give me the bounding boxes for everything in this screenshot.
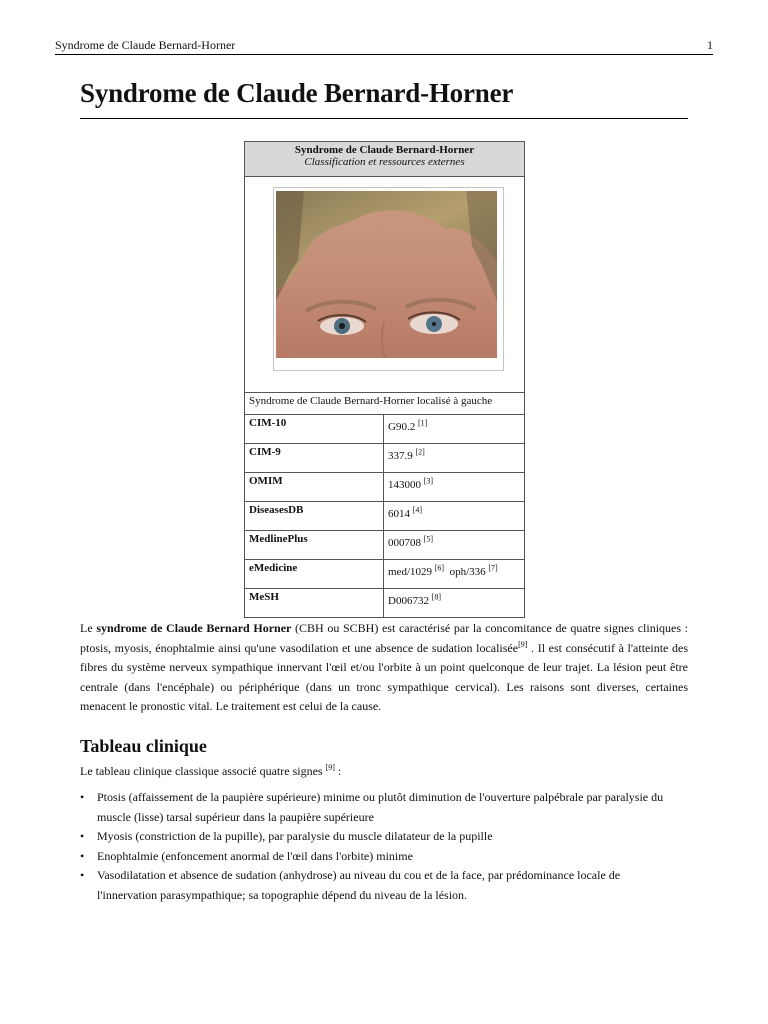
infobox-row <box>245 560 524 589</box>
infobox-value-link[interactable]: D006732 <box>388 595 429 607</box>
citation-ref[interactable]: [9] <box>325 763 335 772</box>
list-item-text: Ptosis (affaissement de la paupière supérieure) minime ou plutôt diminution de l'ouverture palpébrale par paralysie du muscle (lisse) tarsal supérieur dans la paupière supérieure <box>97 790 664 824</box>
intro-bold-term: syndrome de Claude Bernard Horner <box>96 621 292 635</box>
infobox-key: eMedicine <box>245 560 384 588</box>
intro-text-continued: . Il est consécutif à l'atteinte des fibres du système nerveux sympathique innervant l'œil et/ou l'orbite à un point quelconque de leur trajet. La lésion peut être centrale (dans l'encéphale) ou périphérique (dans un tronc sympathique cervical). Les raisons sont diverses, certaines menacent le pronostic vital. Le traitement est celui de la cause. <box>80 640 688 714</box>
infobox-value-link[interactable]: 143000 <box>388 479 421 491</box>
section-lead-end: : <box>334 764 342 778</box>
list-item <box>80 788 680 827</box>
list-item-text: Enophtalmie (enfoncement anormal de l'œil dans l'orbite) minime <box>97 848 413 863</box>
citation-ref[interactable]: [4] <box>412 505 423 515</box>
citation-ref[interactable]: [3] <box>423 476 434 486</box>
bullet-icon: • <box>80 848 85 863</box>
infobox-value <box>384 589 524 617</box>
citation-ref[interactable]: [2] <box>415 447 425 457</box>
infobox-subtitle: Classification et ressources externes <box>304 156 465 168</box>
infobox-value <box>384 502 524 530</box>
infobox-value-link[interactable]: oph/336 <box>449 566 486 578</box>
list-item <box>80 847 680 867</box>
intro-paragraph <box>80 619 688 717</box>
infobox-row <box>245 589 524 617</box>
infobox-value <box>384 531 524 559</box>
list-item-text: Vasodilatation et absence de sudation (anhydrose) au niveau du cou et de la face, par prédominance locale de l'innervation parasympathique; sa topographie dépend du niveau de la lésion. <box>97 868 621 902</box>
infobox-key: DiseasesDB <box>245 502 384 530</box>
running-header-title: Syndrome de Claude Bernard-Horner <box>55 38 236 52</box>
symptom-list <box>80 788 680 905</box>
infobox-value <box>384 415 524 443</box>
infobox-value <box>384 444 524 472</box>
infobox-row <box>245 531 524 560</box>
infobox-caption: Syndrome de Claude Bernard-Horner localisé à gauche <box>245 393 524 415</box>
infobox-value-link[interactable]: 6014 <box>388 508 410 520</box>
bullet-icon: • <box>80 868 85 882</box>
list-item <box>80 827 680 847</box>
infobox <box>244 141 525 618</box>
infobox-value-link[interactable]: 000708 <box>388 537 421 549</box>
list-item-text: Myosis (constriction de la pupille), par paralysie du muscle dilatateur de la pupille <box>97 829 493 843</box>
infobox-value-link[interactable]: G90.2 <box>388 421 416 433</box>
intro-text: (CBH ou SCBH) est caractérisé par la concomitance de quatre signes cliniques : ptosis, myosis, énophtalmie ainsi qu'une vasodilation et une absence de sudation localisée <box>80 621 689 655</box>
infobox-image-cell <box>245 177 524 393</box>
infobox-key: OMIM <box>245 473 384 501</box>
face-photo <box>276 191 497 358</box>
infobox-value-link[interactable]: med/1029 <box>388 566 432 578</box>
section-heading: Tableau clinique <box>80 736 207 756</box>
citation-ref[interactable]: [6] <box>434 563 445 573</box>
infobox-title: Syndrome de Claude Bernard-Horner <box>294 144 475 156</box>
infobox-header <box>245 142 524 177</box>
title-rule <box>80 118 688 119</box>
section-lead <box>80 764 341 779</box>
infobox-row <box>245 502 524 531</box>
citation-ref[interactable]: [5] <box>423 534 434 544</box>
citation-ref[interactable]: [7] <box>488 563 498 573</box>
infobox-key: MedlinePlus <box>245 531 384 559</box>
running-header <box>55 38 713 55</box>
section-lead-text: Le tableau clinique classique associé quatre signes <box>80 764 326 778</box>
infobox-value <box>384 473 524 501</box>
infobox-value <box>384 560 524 588</box>
bullet-icon: • <box>80 790 85 804</box>
citation-ref[interactable]: [8] <box>431 592 442 602</box>
page-title: Syndrome de Claude Bernard-Horner <box>80 78 514 108</box>
page-number: 1 <box>707 38 713 52</box>
infobox-key: CIM-9 <box>245 444 384 472</box>
infobox-row <box>245 444 524 473</box>
infobox-key: MeSH <box>245 589 384 617</box>
infobox-value-link[interactable]: 337.9 <box>388 450 413 462</box>
infobox-photo[interactable] <box>273 187 504 371</box>
infobox-row <box>245 415 524 444</box>
citation-ref[interactable]: [1] <box>417 418 428 428</box>
intro-pre: Le <box>80 621 97 635</box>
bullet-icon: • <box>80 829 85 843</box>
citation-ref[interactable]: [9] <box>518 639 528 649</box>
infobox-key: CIM-10 <box>245 415 384 443</box>
infobox-row <box>245 473 524 502</box>
list-item <box>80 866 680 905</box>
